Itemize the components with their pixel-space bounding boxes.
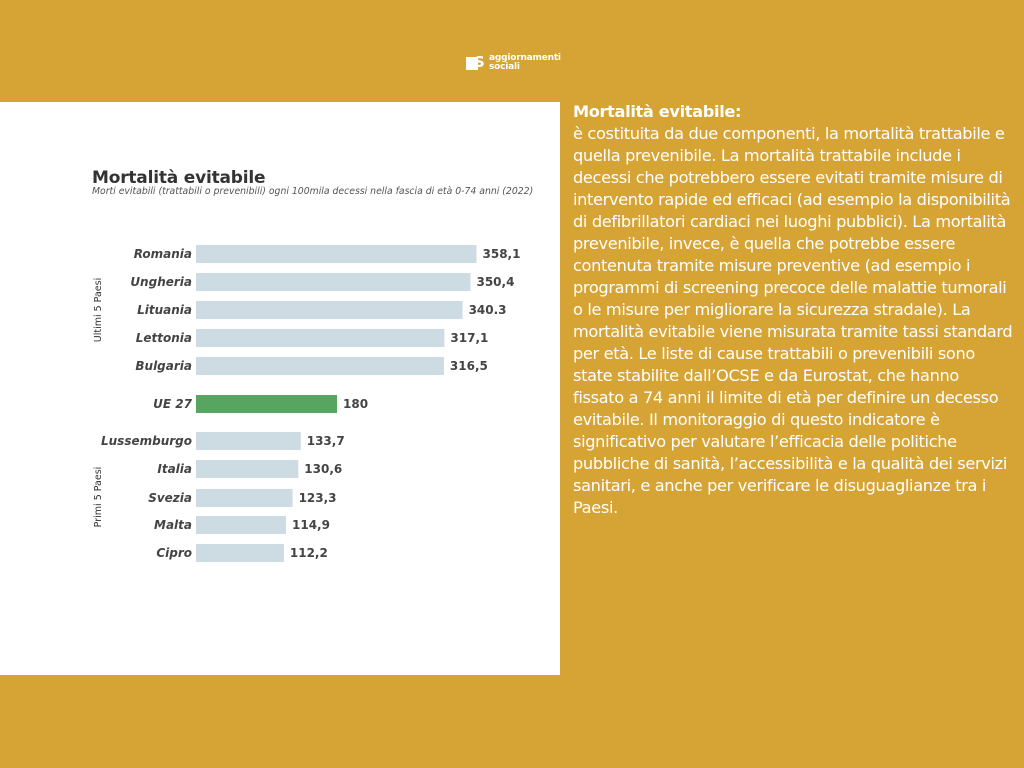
bar-bulgaria bbox=[196, 357, 444, 375]
logo-line-2: sociali bbox=[489, 62, 520, 72]
category-label-italia: Italia bbox=[157, 462, 192, 476]
value-label-bulgaria: 316,5 bbox=[449, 359, 488, 373]
bar-malta bbox=[196, 516, 286, 534]
value-label-italia: 130,6 bbox=[304, 462, 343, 476]
value-label-lettonia: 317,1 bbox=[450, 331, 489, 345]
category-label-lituania: Lituania bbox=[137, 303, 192, 317]
logo-text bbox=[489, 54, 561, 72]
bar-lettonia bbox=[196, 329, 444, 347]
bar-svezia bbox=[196, 489, 293, 507]
category-label-cipro: Cipro bbox=[156, 546, 192, 560]
category-label-ungheria: Ungheria bbox=[130, 275, 192, 289]
description-panel bbox=[573, 101, 1013, 519]
bar-italia bbox=[196, 460, 298, 478]
category-label-lussemburgo: Lussemburgo bbox=[100, 434, 192, 448]
logo-line-1: aggiornamenti bbox=[489, 53, 561, 63]
value-label-malta: 114,9 bbox=[292, 518, 330, 532]
chart-title: Mortalità evitabile bbox=[92, 168, 266, 188]
category-label-romania: Romania bbox=[133, 247, 192, 261]
bar-lussemburgo bbox=[196, 432, 301, 450]
logo-icon: S bbox=[466, 55, 486, 71]
description-body: è costituita da due componenti, la mortalità trattabile e quella prevenibile. La mortalità trattabile include i decessi che potrebbero essere evitati tramite misure di intervento rapide ed efficaci (ad esempio la disponibilità di defibrillatori cardiaci nei luoghi pubblici). La mortalità prevenibile, invece, è quella che potrebbe essere contenuta tramite misure preventive (ad esempio i programmi di screening precoce delle malattie tumorali o le misure per migliorare la sicurezza stradale). La mortalità evitabile viene misurata tramite tassi standard per età. Le liste di cause trattabili o prevenibili sono state stabilite dall’OCSE e da Eurostat, che hanno fissato a 74 anni il limite di età per definire un decesso evitabile. Il monitoraggio di questo indicatore è significativo per valutare l’efficacia delle politiche pubbliche di sanità, l’accessibilità e la qualità dei servizi sanitari, e anche per verificare le disuguaglianze tra i Paesi. bbox=[573, 124, 1013, 517]
chart-subtitle: Morti evitabili (trattabili o prevenibili) ogni 100mila decessi nella fascia di età 0-74 anni (2022) bbox=[92, 186, 534, 197]
bar-lituania bbox=[196, 301, 463, 319]
description-title: Mortalità evitabile: bbox=[573, 102, 742, 121]
category-label-lettonia: Lettonia bbox=[135, 331, 192, 345]
bar-chart bbox=[0, 102, 560, 675]
bar-romania bbox=[196, 245, 477, 263]
group-label-first-5: Primi 5 Paesi bbox=[93, 466, 104, 528]
value-label-romania: 358,1 bbox=[482, 247, 521, 261]
value-label-ue-27: 180 bbox=[343, 397, 369, 411]
category-label-malta: Malta bbox=[154, 518, 192, 532]
value-label-lussemburgo: 133,7 bbox=[306, 434, 345, 448]
value-label-cipro: 112,2 bbox=[289, 546, 328, 560]
bar-cipro bbox=[196, 544, 284, 562]
group-label-last-5: Ultimi 5 Paesi bbox=[93, 277, 104, 343]
value-label-ungheria: 350,4 bbox=[476, 275, 515, 289]
category-label-ue-27: UE 27 bbox=[153, 397, 192, 411]
chart-panel bbox=[0, 102, 560, 675]
bar-ungheria bbox=[196, 273, 470, 291]
category-label-svezia: Svezia bbox=[148, 491, 192, 505]
value-label-lituania: 340.3 bbox=[468, 303, 507, 317]
brand-logo bbox=[466, 52, 566, 74]
bar-ue-27 bbox=[196, 395, 337, 413]
category-label-bulgaria: Bulgaria bbox=[135, 359, 192, 373]
value-label-svezia: 123,3 bbox=[298, 491, 337, 505]
